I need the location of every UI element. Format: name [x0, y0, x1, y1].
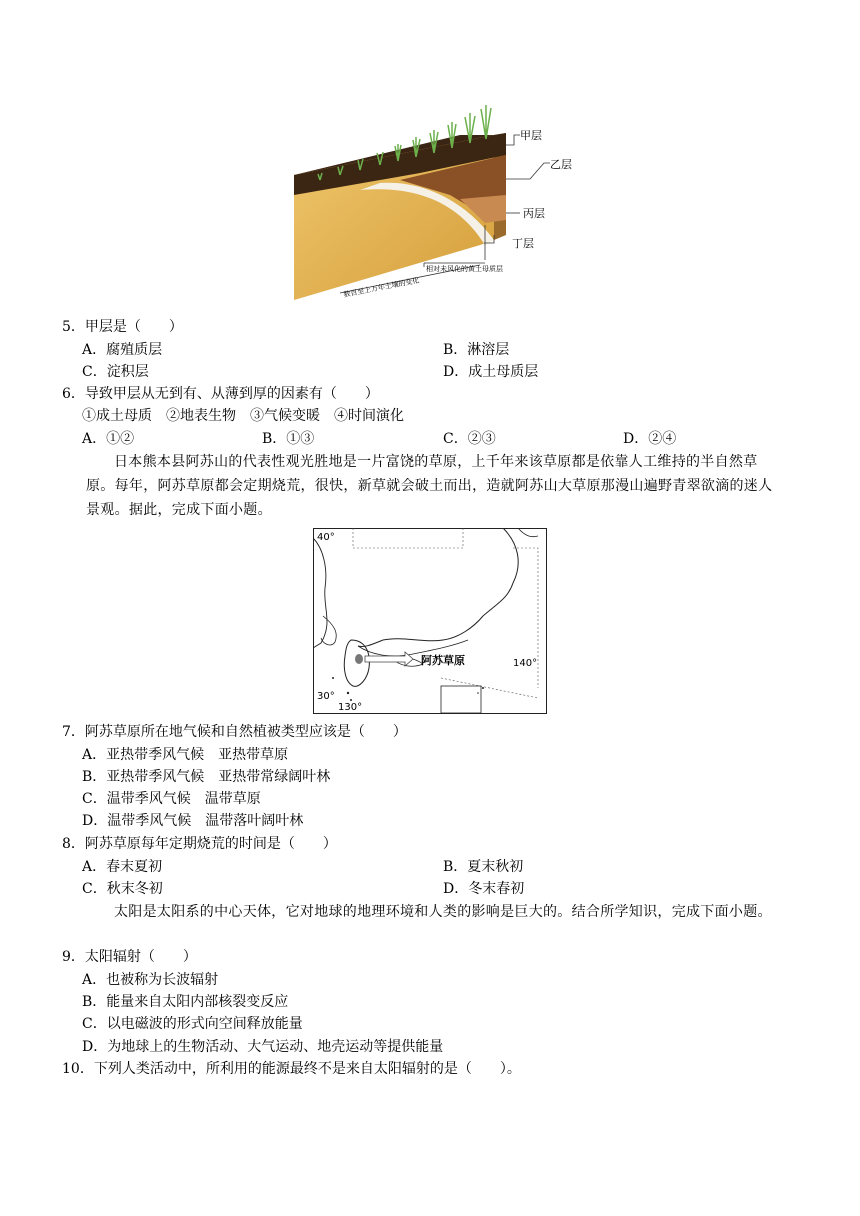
- map-lat-40: 40°: [317, 532, 335, 543]
- soil-profile-figure: [280, 95, 590, 310]
- q9-option-d[interactable]: D．为地球上的生物活动、大气运动、地壳运动等提供能量: [82, 1039, 444, 1055]
- q5-option-a[interactable]: A．腐殖质层: [82, 342, 163, 358]
- q6-option-a[interactable]: A．①②: [82, 431, 135, 447]
- passage-aso: 日本熊本县阿苏山的代表性观光胜地是一片富饶的草原，上千年来该草原都是依靠人工维持的半自然草原。每年，阿苏草原都会定期烧荒，很快，新草就会破土而出，造就阿苏山大草原那漫山遍野青翠欲滴的迷人景观。据此，完成下面小题。: [86, 454, 773, 518]
- passage-sun: 太阳是太阳系的中心天体，它对地球的地理环境和人类的影响是巨大的。结合所学知识，完成下面小题。: [114, 904, 772, 920]
- label-jia: 甲层: [520, 129, 542, 142]
- q5-option-b[interactable]: B．淋溶层: [443, 342, 510, 358]
- q8-option-a[interactable]: A．春末夏初: [82, 859, 163, 875]
- q7-option-d[interactable]: D．温带季风气候 温带落叶阔叶林: [82, 813, 304, 829]
- q6-stem: 6．导致甲层从无到有、从薄到厚的因素有（ ）: [62, 386, 379, 402]
- q7-option-b[interactable]: B．亚热带季风气候 亚热带常绿阔叶林: [82, 769, 331, 785]
- q5-option-d[interactable]: D．成土母质层: [443, 364, 539, 380]
- q8-stem: 8．阿苏草原每年定期烧荒的时间是（ ）: [62, 836, 337, 852]
- map-place-label: 阿苏草原: [421, 654, 465, 667]
- q8-option-c[interactable]: C．秋末冬初: [82, 881, 163, 897]
- q8-option-d[interactable]: D．冬末春初: [443, 881, 525, 897]
- map-lon-140: 140°: [513, 658, 538, 669]
- label-bing: 丙层: [523, 207, 545, 220]
- label-yi: 乙层: [550, 158, 572, 171]
- q5-option-c[interactable]: C．淀积层: [82, 364, 149, 380]
- q6-option-c[interactable]: C．②③: [443, 431, 496, 447]
- q6-items: ①成土母质 ②地表生物 ③气候变暖 ④时间演化: [82, 408, 404, 424]
- map-lat-30: 30°: [317, 691, 335, 702]
- japan-map-figure: [313, 528, 547, 714]
- q9-option-b[interactable]: B．能量来自太阳内部核裂变反应: [82, 994, 289, 1010]
- q9-stem: 9．太阳辐射（ ）: [62, 949, 197, 965]
- q6-option-b[interactable]: B．①③: [262, 431, 315, 447]
- q5-stem: 5．甲层是（ ）: [62, 319, 183, 335]
- map-lon-130: 130°: [338, 702, 363, 713]
- label-ding: 丁层: [512, 237, 534, 250]
- label-parent-material: 相对未风化的黄土母质层: [426, 265, 503, 273]
- label-time-change: 数百至上万年土壤的变化: [342, 276, 420, 299]
- aso-marker: [355, 654, 363, 664]
- q7-option-c[interactable]: C．温带季风气候 温带草原: [82, 791, 261, 807]
- q8-option-b[interactable]: B．夏末秋初: [443, 859, 524, 875]
- q9-option-a[interactable]: A．也被称为长波辐射: [82, 972, 219, 988]
- q7-stem: 7．阿苏草原所在地气候和自然植被类型应该是（ ）: [62, 724, 407, 740]
- q10-stem: 10．下列人类活动中，所利用的能源最终不是来自太阳辐射的是（ ）。: [62, 1061, 521, 1077]
- q9-option-c[interactable]: C．以电磁波的形式向空间释放能量: [82, 1016, 303, 1032]
- q6-option-d[interactable]: D．②④: [623, 431, 677, 447]
- q7-option-a[interactable]: A．亚热带季风气候 亚热带草原: [82, 747, 289, 763]
